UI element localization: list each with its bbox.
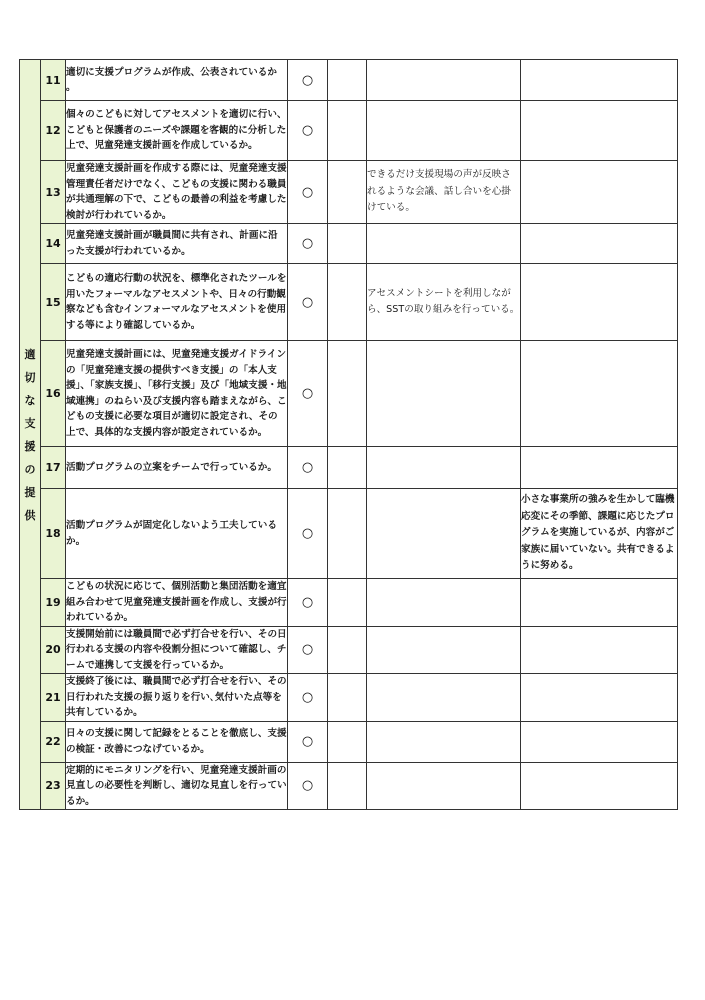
empty-cell	[328, 161, 367, 224]
table-row	[20, 341, 678, 447]
yes-mark: ○	[288, 161, 328, 224]
yes-mark: ○	[288, 60, 328, 101]
improvement-cell	[521, 626, 678, 674]
empty-cell	[328, 447, 367, 489]
yes-mark: ○	[288, 674, 328, 722]
empty-cell	[328, 264, 367, 341]
yes-mark: ○	[288, 721, 328, 762]
question-text: こどもの状況に応じて、個別活動と集団活動を適宜組み合わせて児童発達支援計画を作成し、支援が行われているか。	[66, 579, 288, 627]
evaluation-table	[19, 59, 678, 810]
question-text: 児童発達支援計画を作成する際には、児童発達支援管理責任者だけでなく、こどもの支援に関わる職員が共通理解の下で、こどもの最善の利益を考慮した検討が行われているか。	[66, 161, 288, 224]
question-text: 児童発達支援計画が職員間に共有され、計画に沿った支援が行われているか。	[66, 224, 288, 264]
improvement-cell	[521, 161, 678, 224]
yes-mark: ○	[288, 264, 328, 341]
comment-cell	[367, 674, 521, 722]
row-number: 11	[41, 60, 66, 101]
row-number: 23	[41, 762, 66, 810]
empty-cell	[328, 101, 367, 161]
row-number: 16	[41, 341, 66, 447]
yes-mark: ○	[288, 762, 328, 810]
row-number: 19	[41, 579, 66, 627]
question-text: 児童発達支援計画には、児童発達支援ガイドラインの「児童発達支援の提供すべき支援」の「本人支援」、「家族支援」、「移行支援」及び「地域支援・地域連携」のねらい及び支援内容も踏まえながら、こどもの支援に必要な項目が適切に設定され、その上で、具体的な支援内容が設定されているか。	[66, 341, 288, 447]
row-number: 22	[41, 721, 66, 762]
table-row	[20, 224, 678, 264]
table-row	[20, 447, 678, 489]
empty-cell	[328, 762, 367, 810]
empty-cell	[328, 579, 367, 627]
table-row	[20, 489, 678, 579]
question-text: 活動プログラムが固定化しないよう工夫しているか。	[66, 489, 288, 579]
improvement-cell	[521, 762, 678, 810]
row-number: 14	[41, 224, 66, 264]
yes-mark: ○	[288, 224, 328, 264]
yes-mark: ○	[288, 579, 328, 627]
improvement-cell	[521, 447, 678, 489]
table-row	[20, 721, 678, 762]
row-number: 15	[41, 264, 66, 341]
yes-mark: ○	[288, 447, 328, 489]
improvement-cell	[521, 579, 678, 627]
yes-mark: ○	[288, 341, 328, 447]
comment-cell	[367, 341, 521, 447]
category-cell: 適 切 な 支 援 の 提 供	[20, 60, 41, 810]
comment-cell	[367, 489, 521, 579]
table-row	[20, 762, 678, 810]
table-row	[20, 101, 678, 161]
question-text: 日々の支援に関して記録をとることを徹底し、支援の検証・改善につなげているか。	[66, 721, 288, 762]
table-row	[20, 579, 678, 627]
row-number: 18	[41, 489, 66, 579]
row-number: 13	[41, 161, 66, 224]
improvement-cell	[521, 60, 678, 101]
row-number: 21	[41, 674, 66, 722]
table-row	[20, 264, 678, 341]
yes-mark: ○	[288, 489, 328, 579]
improvement-cell	[521, 101, 678, 161]
empty-cell	[328, 60, 367, 101]
improvement-cell	[521, 721, 678, 762]
row-number: 17	[41, 447, 66, 489]
empty-cell	[328, 224, 367, 264]
improvement-cell	[521, 341, 678, 447]
improvement-cell	[521, 264, 678, 341]
question-text: 個々のこどもに対してアセスメントを適切に行い、こどもと保護者のニーズや課題を客観的に分析した上で、児童発達支援計画を作成しているか。	[66, 101, 288, 161]
comment-cell: アセスメントシートを利用しながら、SSTの取り組みを行っている。	[367, 264, 521, 341]
row-number: 12	[41, 101, 66, 161]
row-number: 20	[41, 626, 66, 674]
comment-cell	[367, 721, 521, 762]
comment-cell	[367, 60, 521, 101]
table-row	[20, 626, 678, 674]
empty-cell	[328, 626, 367, 674]
yes-mark: ○	[288, 626, 328, 674]
comment-cell	[367, 224, 521, 264]
empty-cell	[328, 489, 367, 579]
table-row	[20, 60, 678, 101]
yes-mark: ○	[288, 101, 328, 161]
improvement-cell	[521, 224, 678, 264]
question-text: 活動プログラムの立案をチームで行っているか。	[66, 447, 288, 489]
comment-cell	[367, 101, 521, 161]
comment-cell	[367, 762, 521, 810]
improvement-cell	[521, 674, 678, 722]
empty-cell	[328, 674, 367, 722]
table-row	[20, 161, 678, 224]
empty-cell	[328, 341, 367, 447]
empty-cell	[328, 721, 367, 762]
question-text: 適切に支援プログラムが作成、公表されているか 。	[66, 60, 288, 101]
table-row	[20, 674, 678, 722]
question-text: 支援開始前には職員間で必ず打合せを行い、その日行われる支援の内容や役割分担について確認し、チームで連携して支援を行っているか。	[66, 626, 288, 674]
question-text: 支援終了後には、職員間で必ず打合せを行い、その日行われた支援の振り返りを行い､気付いた点等を共有しているか。	[66, 674, 288, 722]
improvement-cell: 小さな事業所の強みを生かして臨機応変にその季節、課題に応じたプログラムを実施しているが、内容がご家族に届いていない。共有できるように努める。	[521, 489, 678, 579]
question-text: こどもの適応行動の状況を、標準化されたツールを用いたフォーマルなアセスメントや、日々の行動観察なども含むインフォーマルなアセスメントを使用する等により確認しているか。	[66, 264, 288, 341]
comment-cell	[367, 626, 521, 674]
comment-cell: できるだけ支援現場の声が反映されるような会議、話し合いを心掛けている。	[367, 161, 521, 224]
comment-cell	[367, 447, 521, 489]
comment-cell	[367, 579, 521, 627]
question-text: 定期的にモニタリングを行い、児童発達支援計画の見直しの必要性を判断し、適切な見直しを行っているか。	[66, 762, 288, 810]
